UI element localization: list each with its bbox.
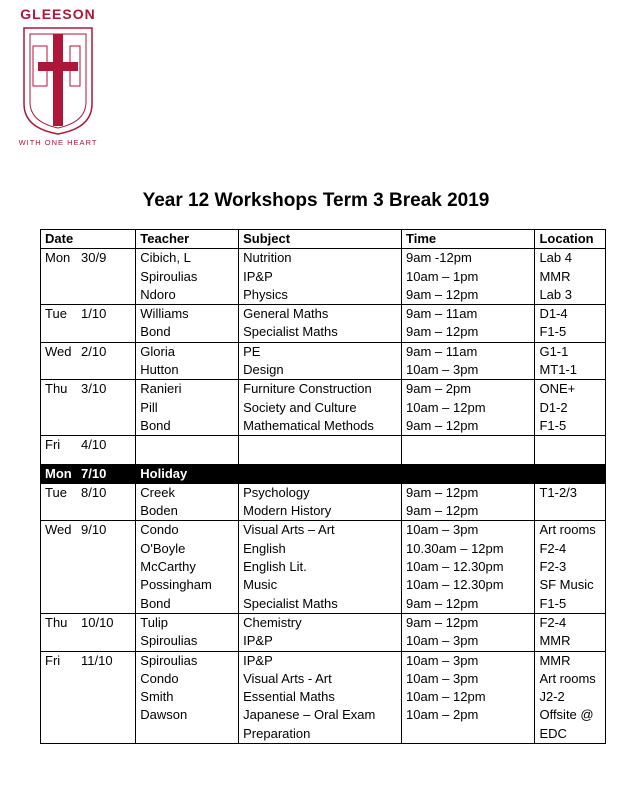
subject-name: Mathematical Methods <box>243 417 374 433</box>
teacher-name: Boden <box>140 503 178 519</box>
header-subject: Subject <box>239 230 402 249</box>
time-cell <box>402 651 535 743</box>
day-of-week: Wed <box>45 343 72 359</box>
subject-name: Music <box>243 577 278 593</box>
page-title: Year 12 Workshops Term 3 Break 2019 <box>142 190 490 211</box>
time-value: 10am – 12.30pm <box>406 577 504 593</box>
time-value: 9am – 12pm <box>406 595 479 611</box>
location-value: MMR <box>539 652 571 668</box>
subject-name: Specialist Maths <box>243 595 338 611</box>
subject-cell <box>239 380 402 436</box>
table-row <box>41 305 606 343</box>
date-value: 4/10 <box>81 437 107 453</box>
teacher-name: Condo <box>140 522 179 538</box>
location-value: J2-2 <box>539 689 565 705</box>
table-row <box>41 436 606 464</box>
time-cell <box>402 380 535 436</box>
teacher-name: Williams <box>140 306 189 322</box>
location-value: MMR <box>539 268 571 284</box>
time-value: 10am – 1pm <box>406 268 479 284</box>
teacher-cell <box>136 483 239 521</box>
teacher-cell <box>136 521 239 613</box>
subject-name: Furniture Construction <box>243 381 372 397</box>
subject-cell <box>239 464 402 483</box>
subject-cell <box>239 436 402 464</box>
time-value: 9am – 12pm <box>406 324 479 340</box>
location-value: F2-4 <box>539 614 567 630</box>
location-value: Lab 4 <box>539 250 572 266</box>
teacher-cell <box>136 613 239 651</box>
subject-name: Visual Arts - Art <box>243 670 332 686</box>
header-teacher: Teacher <box>136 230 239 249</box>
subject-name: Chemistry <box>243 614 302 630</box>
subject-name: Modern History <box>243 503 332 519</box>
date-value: 8/10 <box>81 484 107 500</box>
time-value: 9am – 12pm <box>406 286 479 302</box>
day-of-week: Wed <box>45 522 72 538</box>
location-value: F1-5 <box>539 417 567 433</box>
date-cell <box>41 651 136 743</box>
location-value: Offsite @ <box>539 707 594 723</box>
date-cell <box>41 342 136 380</box>
school-logo <box>8 6 108 154</box>
date-value: 30/9 <box>81 250 107 266</box>
location-value: G1-1 <box>539 343 569 359</box>
location-cell <box>535 483 606 521</box>
subject-name: PE <box>243 343 261 359</box>
teacher-name: Gloria <box>140 343 175 359</box>
date-cell <box>41 464 136 483</box>
subject-name: Psychology <box>243 484 310 500</box>
location-cell <box>535 436 606 464</box>
table-header-row <box>41 230 606 249</box>
teacher-name: Possingham <box>140 577 212 593</box>
teacher-name: Spiroulias <box>140 633 198 649</box>
subject-name: General Maths <box>243 306 329 322</box>
subject-name: Preparation <box>243 725 311 741</box>
subject-cell <box>239 651 402 743</box>
day-of-week: Thu <box>45 381 68 397</box>
subject-name: Visual Arts – Art <box>243 522 335 538</box>
day-of-week: Fri <box>45 652 61 668</box>
teacher-name: McCarthy <box>140 559 196 575</box>
time-value: 9am – 11am <box>406 343 478 359</box>
location-value: SF Music <box>539 577 594 593</box>
teacher-name: Tulip <box>140 614 168 630</box>
location-value: Lab 3 <box>539 286 572 302</box>
teacher-cell <box>136 464 239 483</box>
teacher-name: Bond <box>140 324 171 340</box>
location-cell <box>535 380 606 436</box>
workshop-schedule-table <box>40 229 606 744</box>
day-of-week: Tue <box>45 484 67 500</box>
location-value: ONE+ <box>539 381 576 397</box>
subject-name: Nutrition <box>243 250 292 266</box>
table-row <box>41 249 606 305</box>
teacher-name: Ndoro <box>140 286 176 302</box>
teacher-cell <box>136 380 239 436</box>
logo-name: GLEESON <box>20 6 96 22</box>
date-cell <box>41 613 136 651</box>
subject-name: IP&P <box>243 268 273 284</box>
date-value: 1/10 <box>81 306 107 322</box>
subject-name: Society and Culture <box>243 399 357 415</box>
header-date: Date <box>41 230 136 249</box>
date-value: 9/10 <box>81 522 107 538</box>
table-row <box>41 380 606 436</box>
time-value: 10am – 12pm <box>406 399 486 415</box>
subject-name: Japanese – Oral Exam <box>243 707 376 723</box>
teacher-name: Condo <box>140 670 179 686</box>
teacher-name: O'Boyle <box>140 540 186 556</box>
teacher-name: Smith <box>140 689 174 705</box>
location-value: MT1-1 <box>539 362 578 378</box>
time-cell <box>402 249 535 305</box>
subject-cell <box>239 249 402 305</box>
logo-motto: WITH ONE HEART <box>18 138 98 147</box>
table-row <box>41 613 606 651</box>
subject-cell <box>239 342 402 380</box>
crest-icon <box>18 24 98 136</box>
date-cell <box>41 380 136 436</box>
location-value: F2-4 <box>539 540 567 556</box>
teacher-name: Holiday <box>140 465 188 481</box>
teacher-cell <box>136 305 239 343</box>
time-value: 9am – 2pm <box>406 381 472 397</box>
location-cell <box>535 613 606 651</box>
teacher-name: Pill <box>140 399 158 415</box>
time-cell <box>402 342 535 380</box>
header-location: Location <box>535 230 606 249</box>
subject-cell <box>239 521 402 613</box>
date-cell <box>41 436 136 464</box>
subject-name: Specialist Maths <box>243 324 338 340</box>
date-value: 10/10 <box>81 614 114 630</box>
location-value: D1-2 <box>539 399 568 415</box>
date-value: 2/10 <box>81 343 107 359</box>
date-value: 7/10 <box>81 465 107 481</box>
teacher-cell <box>136 249 239 305</box>
teacher-name: Ranieri <box>140 381 182 397</box>
subject-cell <box>239 613 402 651</box>
time-value: 10am – 3pm <box>406 362 479 378</box>
location-value: D1-4 <box>539 306 568 322</box>
time-value: 10am – 12pm <box>406 689 486 705</box>
location-cell <box>535 464 606 483</box>
teacher-name: Creek <box>140 484 175 500</box>
subject-name: English Lit. <box>243 559 307 575</box>
date-value: 11/10 <box>81 652 113 668</box>
time-cell <box>402 521 535 613</box>
date-cell <box>41 249 136 305</box>
subject-cell <box>239 483 402 521</box>
location-value: Art rooms <box>539 522 596 538</box>
subject-name: English <box>243 540 286 556</box>
time-value: 10am – 3pm <box>406 633 479 649</box>
subject-name: Physics <box>243 286 288 302</box>
teacher-name: Cibich, L <box>140 250 191 266</box>
day-of-week: Mon <box>45 250 71 266</box>
table-row <box>41 342 606 380</box>
time-cell <box>402 305 535 343</box>
time-value: 10am – 12.30pm <box>406 559 504 575</box>
subject-name: IP&P <box>243 652 273 668</box>
teacher-name: Bond <box>140 417 171 433</box>
location-value: EDC <box>539 725 567 741</box>
time-value: 9am – 12pm <box>406 503 479 519</box>
teacher-name: Spiroulias <box>140 652 198 668</box>
time-value: 9am – 12pm <box>406 484 479 500</box>
location-cell <box>535 521 606 613</box>
day-of-week: Tue <box>45 306 67 322</box>
subject-name: IP&P <box>243 633 273 649</box>
day-of-week: Fri <box>45 437 61 453</box>
time-value: 10.30am – 12pm <box>406 540 504 556</box>
time-value: 10am – 3pm <box>406 652 479 668</box>
time-value: 9am -12pm <box>406 250 472 266</box>
time-cell <box>402 613 535 651</box>
date-cell <box>41 521 136 613</box>
time-cell <box>402 483 535 521</box>
time-value: 10am – 2pm <box>406 707 479 723</box>
date-cell <box>41 483 136 521</box>
location-value: MMR <box>539 633 571 649</box>
location-value: F2-3 <box>539 559 567 575</box>
time-value: 9am – 12pm <box>406 417 479 433</box>
subject-name: Essential Maths <box>243 689 335 705</box>
teacher-name: Spiroulias <box>140 268 198 284</box>
location-cell <box>535 305 606 343</box>
location-cell <box>535 651 606 743</box>
date-cell <box>41 305 136 343</box>
time-value: 10am – 3pm <box>406 522 479 538</box>
time-cell <box>402 464 535 483</box>
subject-cell <box>239 305 402 343</box>
time-value: 9am – 12pm <box>406 614 479 630</box>
time-value: 10am – 3pm <box>406 670 479 686</box>
time-value: 9am – 11am <box>406 306 478 322</box>
location-cell <box>535 249 606 305</box>
location-value: Art rooms <box>539 670 596 686</box>
teacher-name: Dawson <box>140 707 188 723</box>
location-value: F1-5 <box>539 595 567 611</box>
day-of-week: Thu <box>45 614 68 630</box>
teacher-name: Bond <box>140 595 171 611</box>
location-cell <box>535 342 606 380</box>
holiday-row <box>41 464 606 483</box>
table-row <box>41 521 606 613</box>
teacher-name: Hutton <box>140 362 179 378</box>
date-value: 3/10 <box>81 381 107 397</box>
location-value: T1-2/3 <box>539 484 578 500</box>
table-row <box>41 483 606 521</box>
table-row <box>41 651 606 743</box>
teacher-cell <box>136 436 239 464</box>
time-cell <box>402 436 535 464</box>
teacher-cell <box>136 651 239 743</box>
location-value: F1-5 <box>539 324 567 340</box>
subject-name: Design <box>243 362 284 378</box>
header-time: Time <box>402 230 535 249</box>
teacher-cell <box>136 342 239 380</box>
day-of-week: Mon <box>45 465 72 481</box>
